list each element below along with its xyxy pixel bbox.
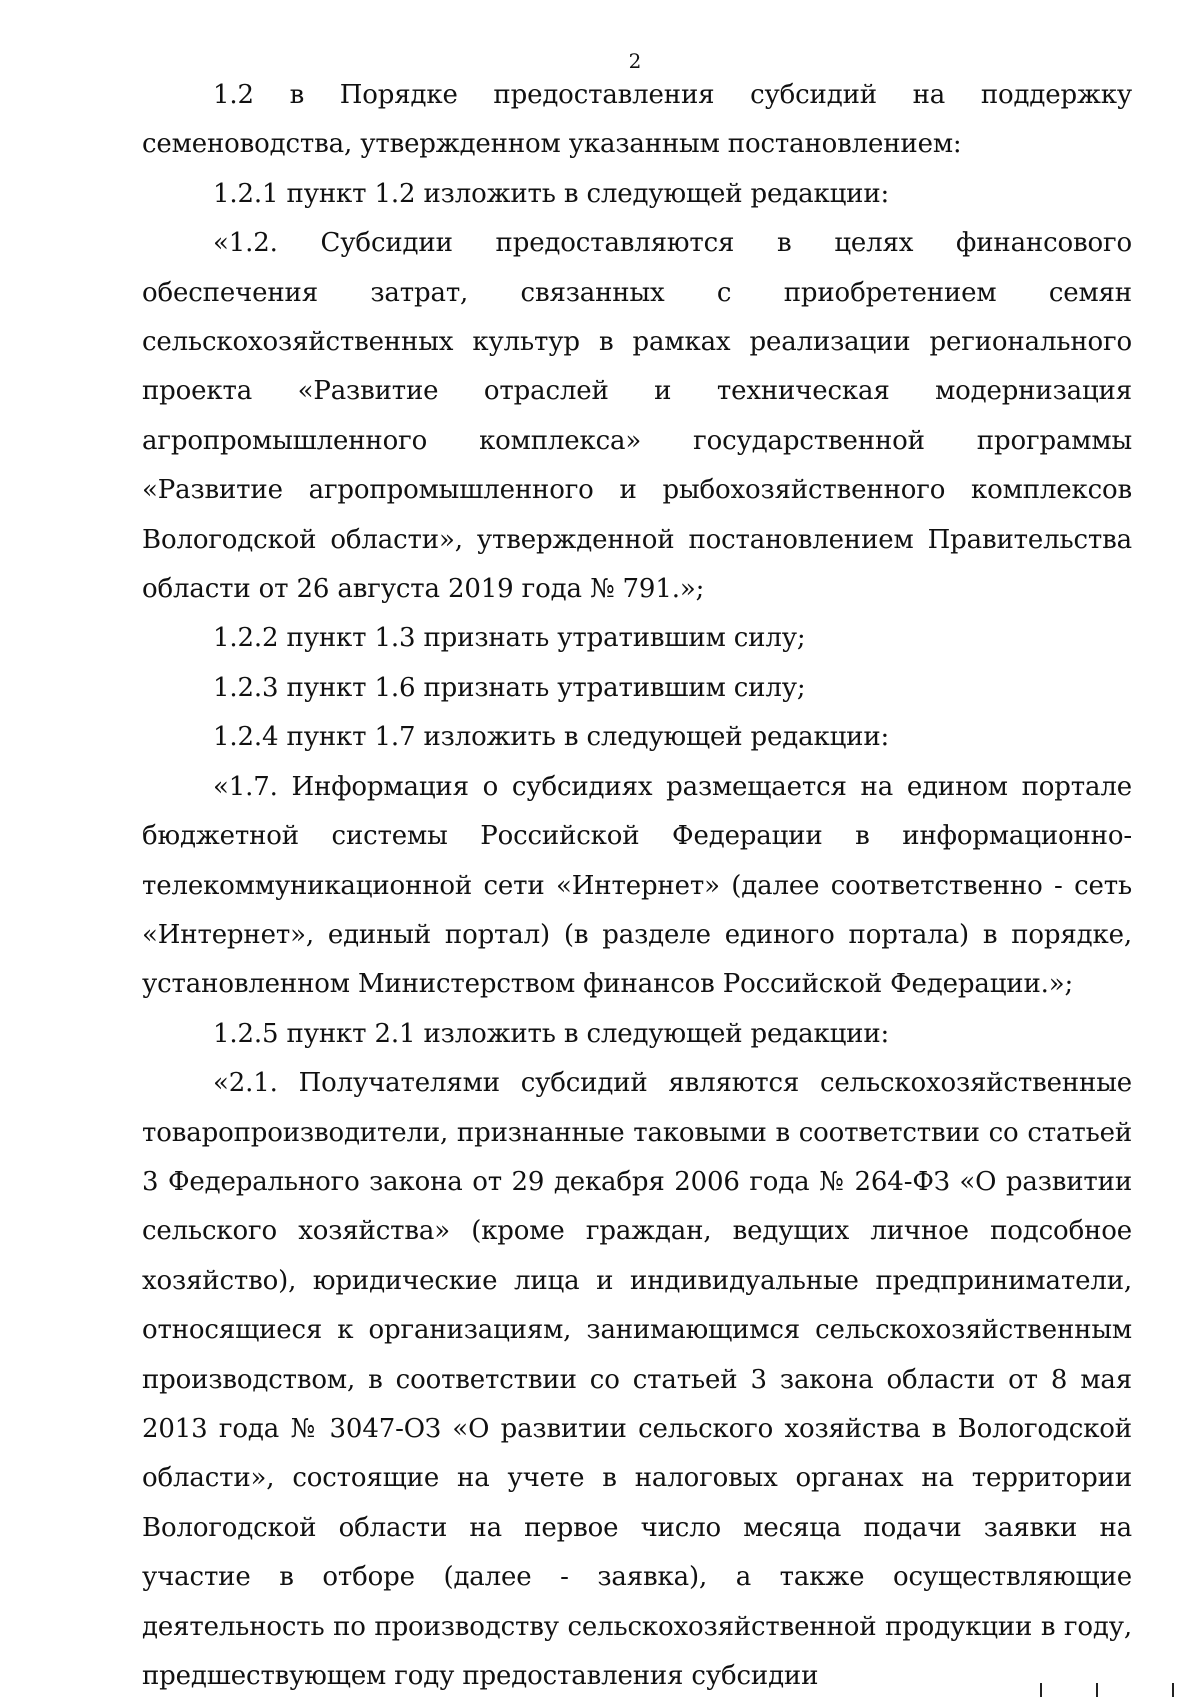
document-body bbox=[142, 71, 1132, 1701]
paragraph-1-2-4: 1.2.4 пункт 1.7 изложить в следующей редакции: bbox=[213, 722, 890, 753]
paragraph-1-2-3: 1.2.3 пункт 1.6 признать утратившим силу; bbox=[213, 672, 806, 703]
paragraph-quote-1-2: «1.2. Субсидии предоставляются в целях финансового обеспечения затрат, связанных с приобретением семян сельскохозяйственных культур в рамках реализации регионального проекта «Развитие отраслей и техническая модернизация агропромышленного комплекса» государственной программы «Развитие агропромышленного и рыбохозяйственного комплексов Вологодской области», утвержденной постановлением Правительства области от 26 августа 2019 года № 791.»; bbox=[142, 228, 1132, 605]
scan-artifact-mark bbox=[1096, 1683, 1098, 1697]
page-number: 2 bbox=[628, 49, 642, 73]
paragraph-1-2-2: 1.2.2 пункт 1.3 признать утратившим силу; bbox=[213, 623, 806, 654]
scan-artifact-mark bbox=[1172, 1683, 1174, 1697]
paragraph-1-2-1: 1.2.1 пункт 1.2 изложить в следующей редакции: bbox=[213, 178, 890, 209]
paragraph-1-2: 1.2 в Порядке предоставления субсидий на поддержку семеноводства, утвержденном указанным постановлением: bbox=[142, 80, 1132, 160]
scan-artifact-mark bbox=[1040, 1683, 1042, 1697]
paragraph-quote-1-7: «1.7. Информация о субсидиях размещается на едином портале бюджетной системы Российской Федерации в информационно-телекоммуникационной сети «Интернет» (далее соответственно - сеть «Интернет», единый портал) (в разделе единого портала) в порядке, установленном Министерством финансов Российской Федерации.»; bbox=[142, 771, 1132, 1000]
paragraph-1-2-5: 1.2.5 пункт 2.1 изложить в следующей редакции: bbox=[213, 1018, 890, 1049]
paragraph-quote-2-1: «2.1. Получателями субсидий являются сельскохозяйственные товаропроизводители, признанные таковыми в соответствии со статьей 3 Федерального закона от 29 декабря 2006 года № 264-ФЗ «О развитии сельского хозяйства» (кроме граждан, ведущих личное подсобное хозяйство), юридические лица и индивидуальные предприниматели, относящиеся к организациям, занимающимся сельскохозяйственным производством, в соответствии со статьей 3 закона области от 8 мая 2013 года № 3047-ОЗ «О развитии сельского хозяйства в Вологодской области», состоящие на учете в налоговых органах на территории Вологодской области на первое число месяца подачи заявки на участие в отборе (далее - заявка), а также осуществляющие деятельность по производству сельскохозяйственной продукции в году, предшествующем году предоставления субсидии bbox=[142, 1068, 1132, 1691]
